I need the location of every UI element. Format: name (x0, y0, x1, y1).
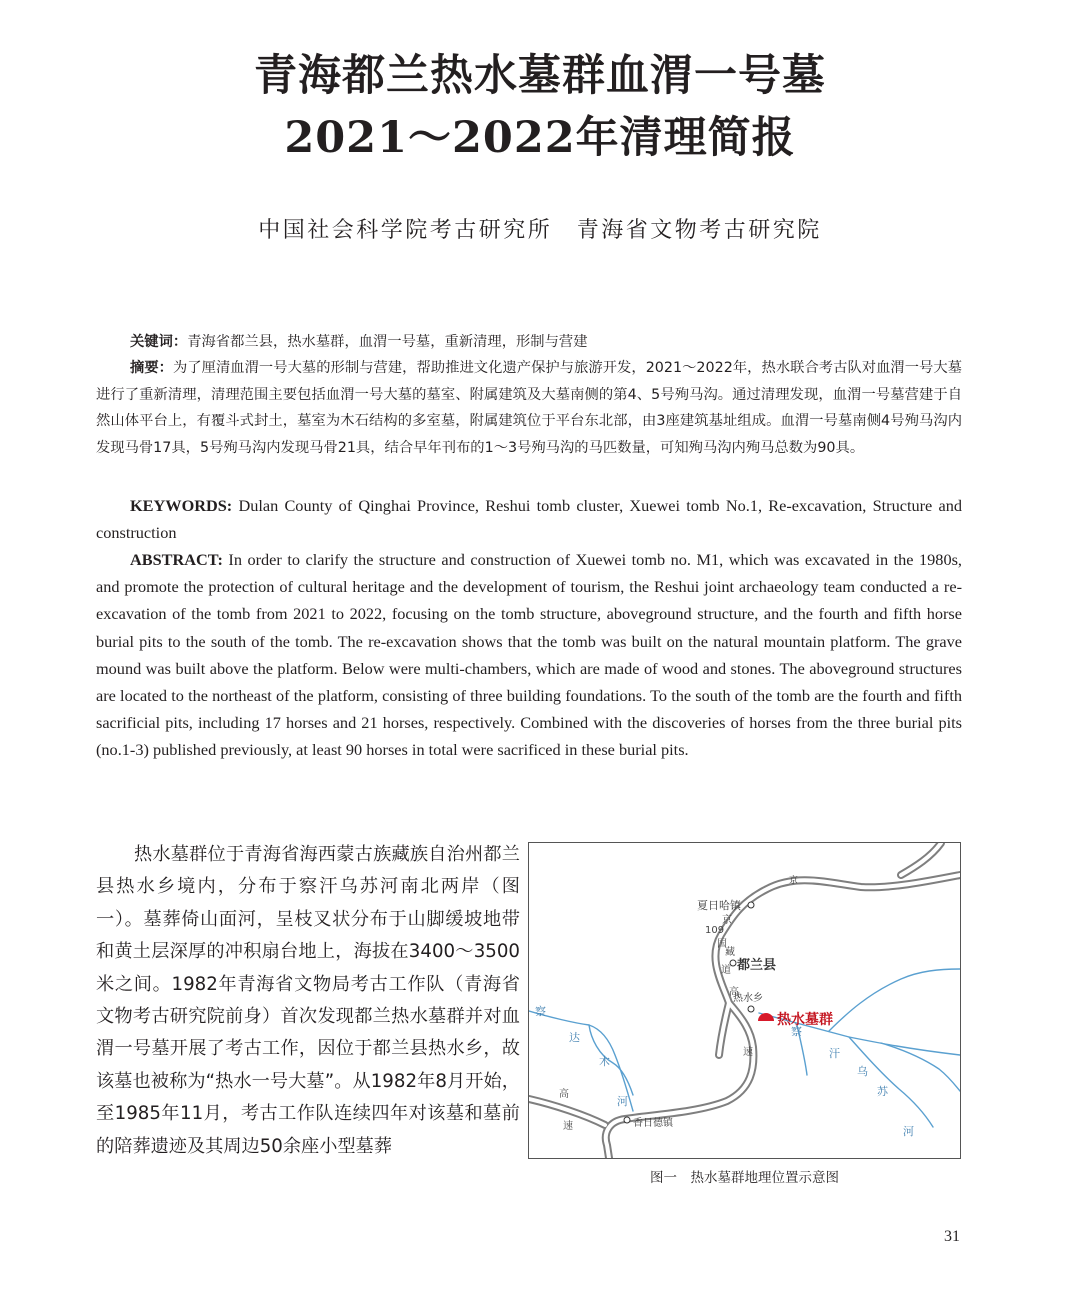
road-109-label-char: 道 (721, 965, 731, 976)
title-line-1: 青海都兰热水墓群血渭一号墓 (254, 51, 826, 101)
river-chadamu-branch (589, 1025, 633, 1095)
river-chahanwusu-label-char: 察 (791, 1025, 802, 1038)
river-chahanwusu-south (849, 1037, 933, 1127)
cluster-marker-icon (758, 1013, 774, 1021)
river-chahanwusu-label-char: 河 (903, 1125, 914, 1138)
river-chadamu-label-char: 达 (569, 1031, 580, 1044)
abstract-cn-label: 摘要： (130, 360, 173, 376)
label-road-jing-top: 京 (789, 876, 799, 886)
road-left-label-char: 速 (563, 1121, 573, 1132)
river-chahanwusu-label-char: 苏 (877, 1085, 888, 1098)
town-xiangride-marker (624, 1117, 630, 1123)
label-reshui-cluster: 热水墓群 (777, 1012, 833, 1028)
label-reshui-town: 热水乡 (733, 993, 763, 1004)
title-line-2: 2021～2022年清理简报 (284, 113, 796, 163)
road-jingzang-label-char: 高 (729, 987, 739, 998)
keywords-en (96, 492, 962, 546)
figure-caption: 图一 热水墓群地理位置示意图 (650, 1170, 839, 1186)
page-number: 31 (944, 1228, 960, 1245)
river-chahanwusu-north (829, 969, 960, 1031)
abstract-en-label: ABSTRACT: (130, 550, 223, 569)
keywords-en-text: Dulan County of Qinghai Province, Reshui tomb cluster, Xuewei tomb No.1, Re-excavation, Structure and construction (96, 496, 962, 543)
map-svg (529, 843, 960, 1158)
road-jingzang-label-char: 京 (722, 915, 732, 926)
river-chadamu-label-char: 河 (617, 1095, 628, 1108)
keywords-cn-text: 青海省都兰县，热水墓群，血渭一号墓，重新清理，形制与营建 (187, 334, 588, 350)
label-dulan: 都兰县 (737, 958, 777, 973)
river-chahanwusu-label-char: 汗 (829, 1047, 840, 1060)
keywords-cn-label: 关键词： (130, 334, 188, 350)
town-xiariha-marker (748, 902, 754, 908)
road-left-label-char: 高 (559, 1089, 569, 1100)
abstract-cn (96, 355, 962, 461)
abstract-en (96, 546, 962, 764)
label-xiariha: 夏日哈镇 (697, 899, 741, 912)
label-xiangride: 香日德镇 (633, 1118, 673, 1129)
town-reshui-marker (748, 1006, 754, 1012)
body-paragraph: 热水墓群位于青海省海西蒙古族藏族自治州都兰县热水乡境内，分布于察汗乌苏河南北两岸（图一）。墓葬倚山面河，呈枝叉状分布于山脚缓坡地带和黄土层深厚的冲积扇台地上，海拔在3400～3500米之间。1982年青海省文物局考古工作队（青海省文物考古研究院前身）首次发现都兰热水墓群并对血渭一号墓开展了考古工作，因位于都兰县热水乡，故该墓也被称为“热水一号大墓”。从1982年8月开始，至1985年11月，考古工作队连续四年对该墓和墓前的陪葬遗迹及其周边50余座小型墓葬 (96, 844, 520, 1157)
keywords-en-label: KEYWORDS: (130, 496, 233, 515)
location-map (528, 842, 961, 1159)
authors: 中国社会科学院考古研究所 青海省文物考古研究院 (258, 218, 822, 243)
river-chadamu-label-char: 木 (599, 1055, 610, 1068)
keywords-cn (96, 329, 962, 356)
abstract-en-text: In order to clarify the structure and construction of Xuewei tomb no. M1, which was excavated in the 1980s, and promote the protection of cultural heritage and the development of tourism, the Reshui joint archaeology team conducted a re-excavation of the tomb from 2021 to 2022, focusing on the tomb structure, aboveground structure, and the fourth and fifth horse burial pits to the south of the tomb. The re-excavation shows that the tomb was built on the natural mountain platform. The grave mound was built above the platform. Below were multi-chambers, which are made of wood and stones. The aboveground structures are located to the northeast of the platform, consisting of three building foundations. To the south of the tomb are the fourth and fifth sacrificial pits, including 17 horses and 21 horses, respectively. Combined with the discoveries of horses from the three burial pits (no.1-3) published previously, at least 90 horses in total were sacrificed in these burial pits. (96, 550, 962, 760)
abstract-cn-text: 为了厘清血渭一号大墓的形制与营建，帮助推进文化遗产保护与旅游开发，2021～2022年，热水联合考古队对血渭一号大墓进行了重新清理，清理范围主要包括血渭一号大墓的墓室、附属建筑及大墓南侧的第4、5号殉马沟。通过清理发现，血渭一号墓营建于自然山体平台上，有覆斗式封土，墓室为木石结构的多室墓，附属建筑位于平台东北部，由3座建筑基址组成。血渭一号墓南侧4号殉马沟内发现马骨17具，5号殉马沟内发现马骨21具，结合早年刊布的1～3号殉马沟的马匹数量，可知殉马沟内殉马总数为90具。 (96, 360, 963, 456)
river-chadamu-label-char: 察 (535, 1005, 546, 1018)
road-jingzang-label-char: 速 (743, 1047, 753, 1058)
road-109-label-char: 109 (705, 925, 725, 936)
road-jingzang-label-char: 藏 (725, 947, 735, 958)
road-109-label-char: 国 (717, 939, 727, 950)
river-chahanwusu-label-char: 乌 (857, 1065, 868, 1078)
